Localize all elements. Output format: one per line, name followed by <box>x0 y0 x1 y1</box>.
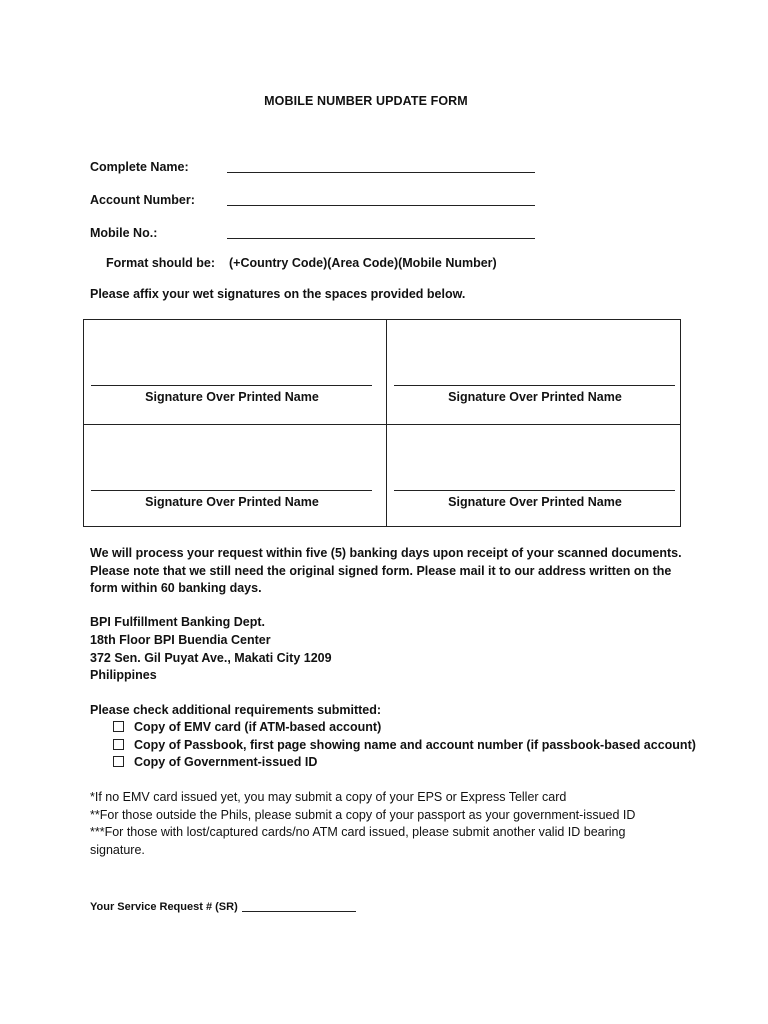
complete-name-label: Complete Name: <box>90 160 189 174</box>
address-line-3: 372 Sen. Gil Puyat Ave., Makati City 1209 <box>90 651 332 665</box>
note-4: signature. <box>90 843 145 857</box>
format-value: (+Country Code)(Area Code)(Mobile Number) <box>229 256 497 270</box>
account-number-label: Account Number: <box>90 193 195 207</box>
service-request-line[interactable] <box>242 911 356 912</box>
signature-box-1[interactable] <box>84 320 380 424</box>
signature-caption: Signature Over Printed Name <box>145 390 319 404</box>
processing-line-3: form within 60 banking days. <box>90 581 262 595</box>
address-line-2: 18th Floor BPI Buendia Center <box>90 633 271 647</box>
requirement-label: Copy of EMV card (if ATM-based account) <box>134 720 382 734</box>
processing-line-2: Please note that we still need the original signed form. Please mail it to our address written on the <box>90 564 672 578</box>
signature-table <box>83 319 681 527</box>
service-request <box>90 901 356 913</box>
account-number-line[interactable] <box>227 205 535 206</box>
signature-box-4[interactable] <box>387 425 683 529</box>
note-2: **For those outside the Phils, please submit a copy of your passport as your government-issued ID <box>90 808 636 822</box>
signature-line <box>91 385 372 386</box>
processing-line-1: We will process your request within five (5) banking days upon receipt of your scanned documents. <box>90 546 682 560</box>
signature-line <box>394 385 675 386</box>
checkbox-icon[interactable] <box>113 721 124 732</box>
address-line-4: Philippines <box>90 668 157 682</box>
signature-line <box>394 490 675 491</box>
signature-box-2[interactable] <box>387 320 683 424</box>
signature-caption: Signature Over Printed Name <box>448 390 622 404</box>
address-line-1: BPI Fulfillment Banking Dept. <box>90 615 266 629</box>
requirement-label: Copy of Passbook, first page showing name and account number (if passbook-based account) <box>134 738 696 752</box>
signature-box-3[interactable] <box>84 425 380 529</box>
signature-instruction: Please affix your wet signatures on the spaces provided below. <box>90 287 466 301</box>
mobile-no-label: Mobile No.: <box>90 226 158 240</box>
requirement-passbook[interactable] <box>113 738 696 752</box>
requirements-heading: Please check additional requirements submitted: <box>90 703 382 717</box>
signature-caption: Signature Over Printed Name <box>145 495 319 509</box>
requirement-emv-card[interactable] <box>113 720 381 734</box>
note-1: *If no EMV card issued yet, you may submit a copy of your EPS or Express Teller card <box>90 790 567 804</box>
form-title: MOBILE NUMBER UPDATE FORM <box>264 94 468 108</box>
format-label: Format should be: <box>106 256 216 270</box>
checkbox-icon[interactable] <box>113 756 124 767</box>
signature-line <box>91 490 372 491</box>
requirement-label: Copy of Government-issued ID <box>134 755 318 769</box>
service-request-label: Your Service Request # (SR) <box>90 901 238 913</box>
note-3: ***For those with lost/captured cards/no ATM card issued, please submit another valid ID bearing <box>90 825 626 839</box>
mobile-no-line[interactable] <box>227 238 535 239</box>
complete-name-line[interactable] <box>227 172 535 173</box>
signature-caption: Signature Over Printed Name <box>448 495 622 509</box>
requirement-government-id[interactable] <box>113 755 317 769</box>
checkbox-icon[interactable] <box>113 739 124 750</box>
